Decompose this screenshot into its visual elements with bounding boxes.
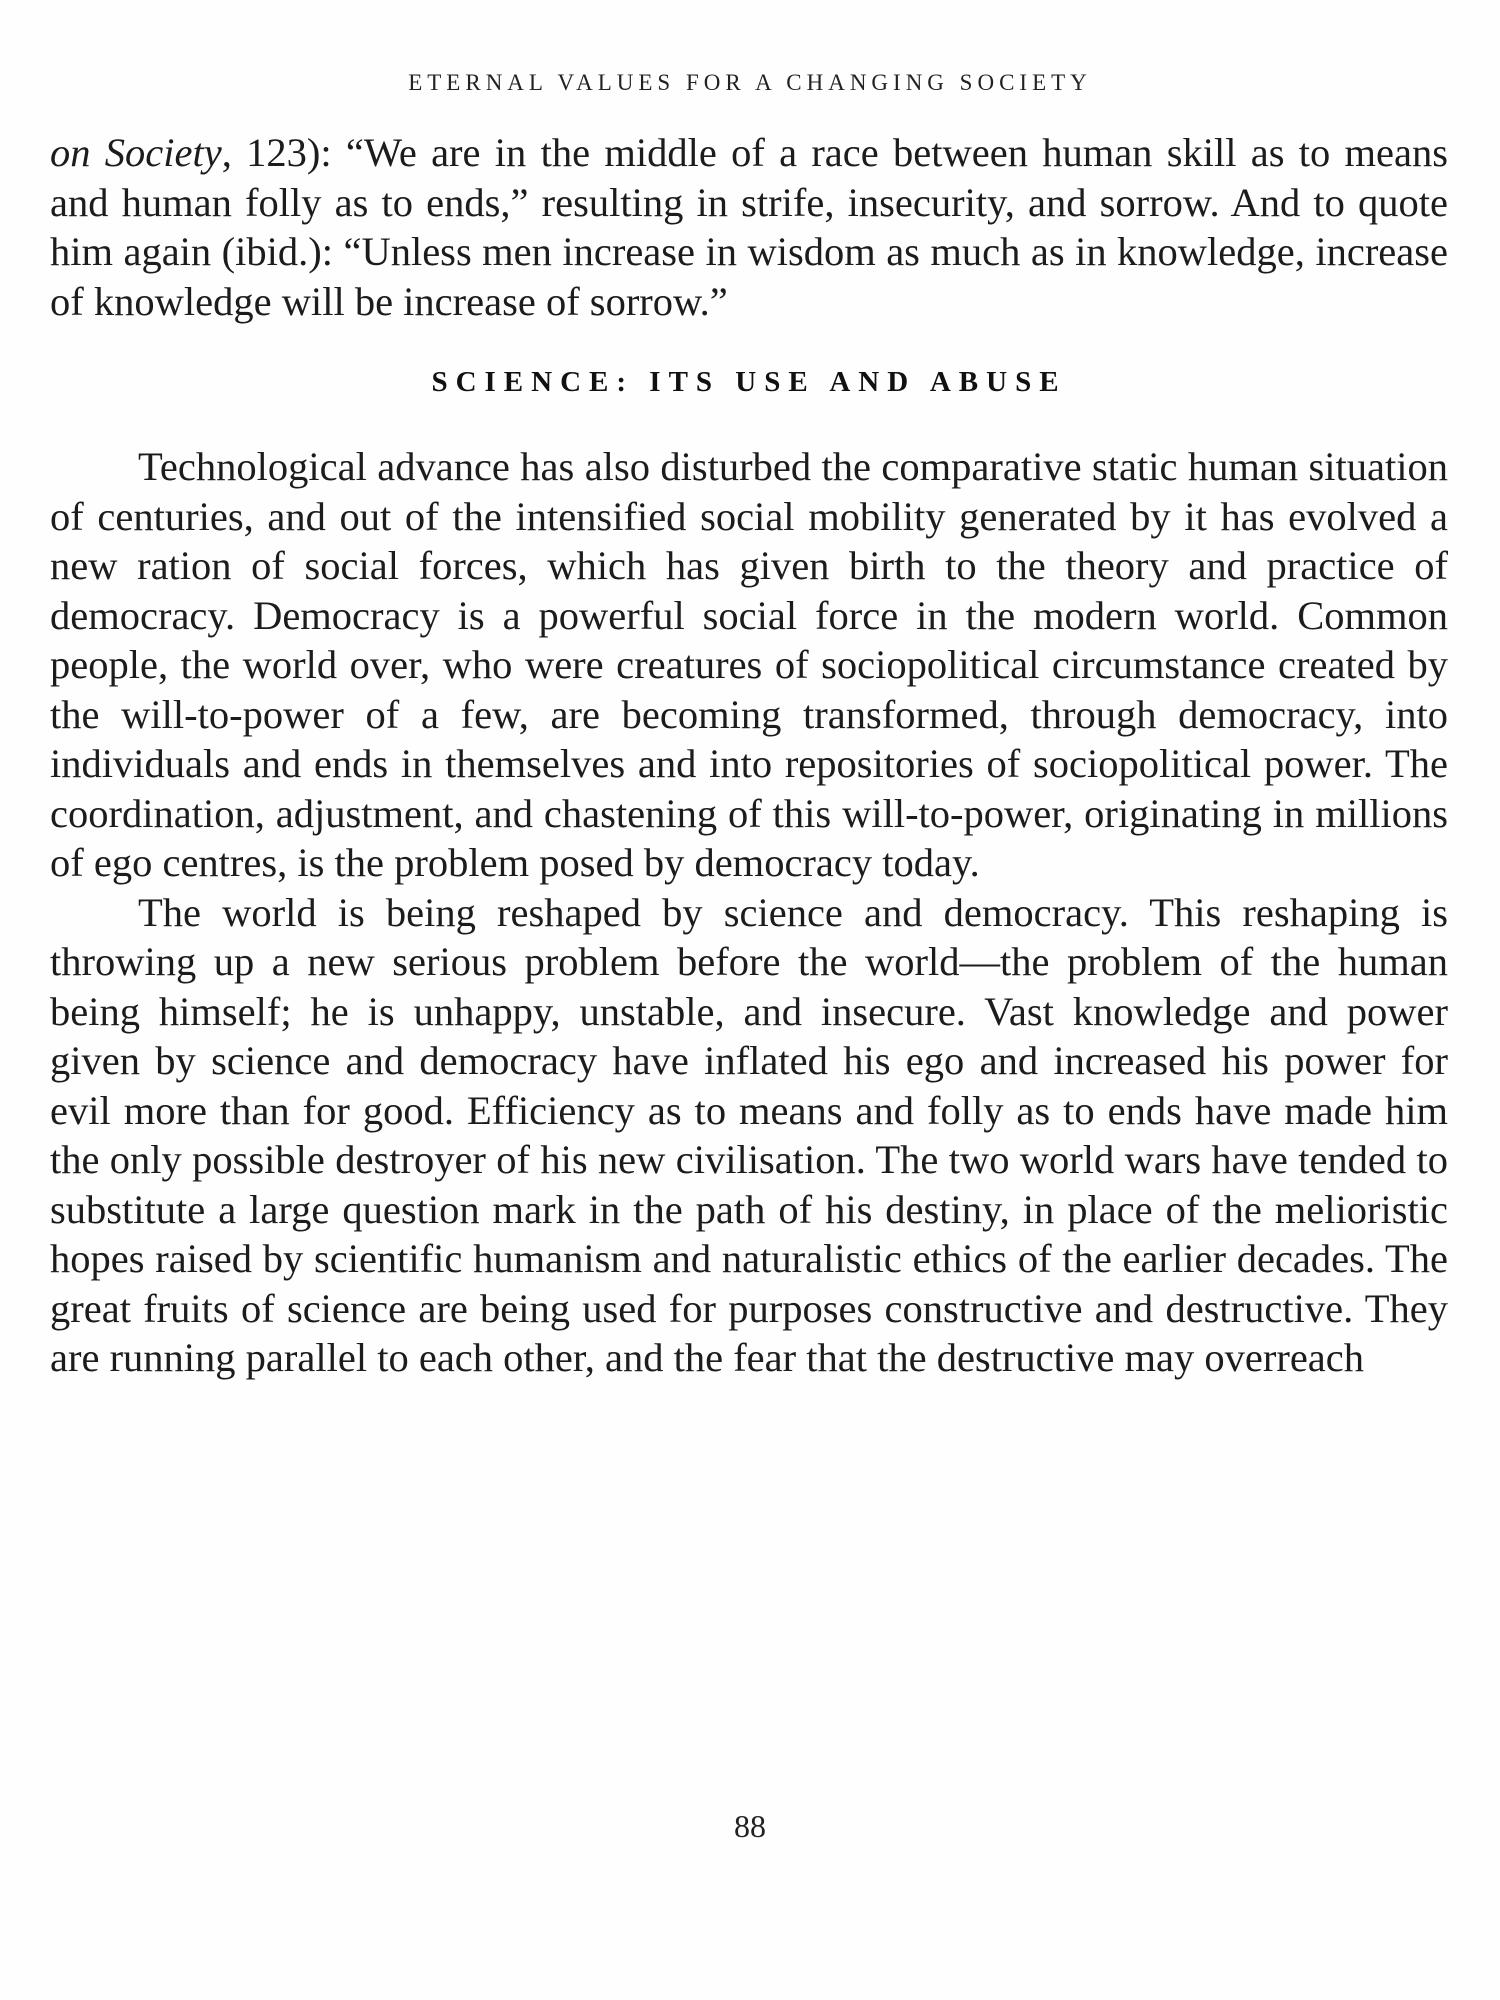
opening-paragraph-text: , 123): “We are in the middle of a race between human skill as to means and human folly as to ends,” resulting in strife, insecurity, and sorrow. And to quote him again (ibid.): “Unless men increase in wisdom as much as in knowledge, increase of knowledge will be increase of sorrow.” — [50, 130, 1448, 324]
body-text — [50, 128, 1448, 1383]
page-number: 88 — [734, 1808, 766, 1844]
opening-paragraph — [50, 128, 1448, 326]
running-head: ETERNAL VALUES FOR A CHANGING SOCIETY — [408, 70, 1092, 95]
section-heading: SCIENCE: ITS USE AND ABUSE — [431, 366, 1067, 398]
citation-title: on Society — [50, 130, 222, 175]
paragraph: Technological advance has also disturbed the comparative static human situation of centuries, and out of the intensified social mobility generated by it has evolved a new ration of social forces, which has given birth to the theory and practice of democracy. Democracy is a powerful social force in the modern world. Common people, the world over, who were creatures of sociopolitical circumstance created by the will-to-power of a few, are becoming transformed, through democracy, into individuals and ends in themselves and into repositories of sociopolitical power. The coordination, adjustment, and chastening of this will-to-power, originating in millions of ego centres, is the problem posed by democracy today. — [50, 444, 1448, 885]
paragraph: The world is being reshaped by science and democracy. This reshaping is throwing up a new serious problem before the world—the problem of the human being himself; he is unhappy, unstable, and insecure. Vast knowledge and power given by science and democracy have inflated his ego and increased his power for evil more than for good. Efficiency as to means and folly as to ends have made him the only possible destroyer of his new civilisation. The two world wars have tended to substitute a large question mark in the path of his destiny, in place of the melioristic hopes raised by scientific humanism and naturalistic ethics of the earlier decades. The great fruits of science are being used for purposes constructive and destructive. They are running parallel to each other, and the fear that the destructive may overreach — [50, 889, 1448, 1380]
